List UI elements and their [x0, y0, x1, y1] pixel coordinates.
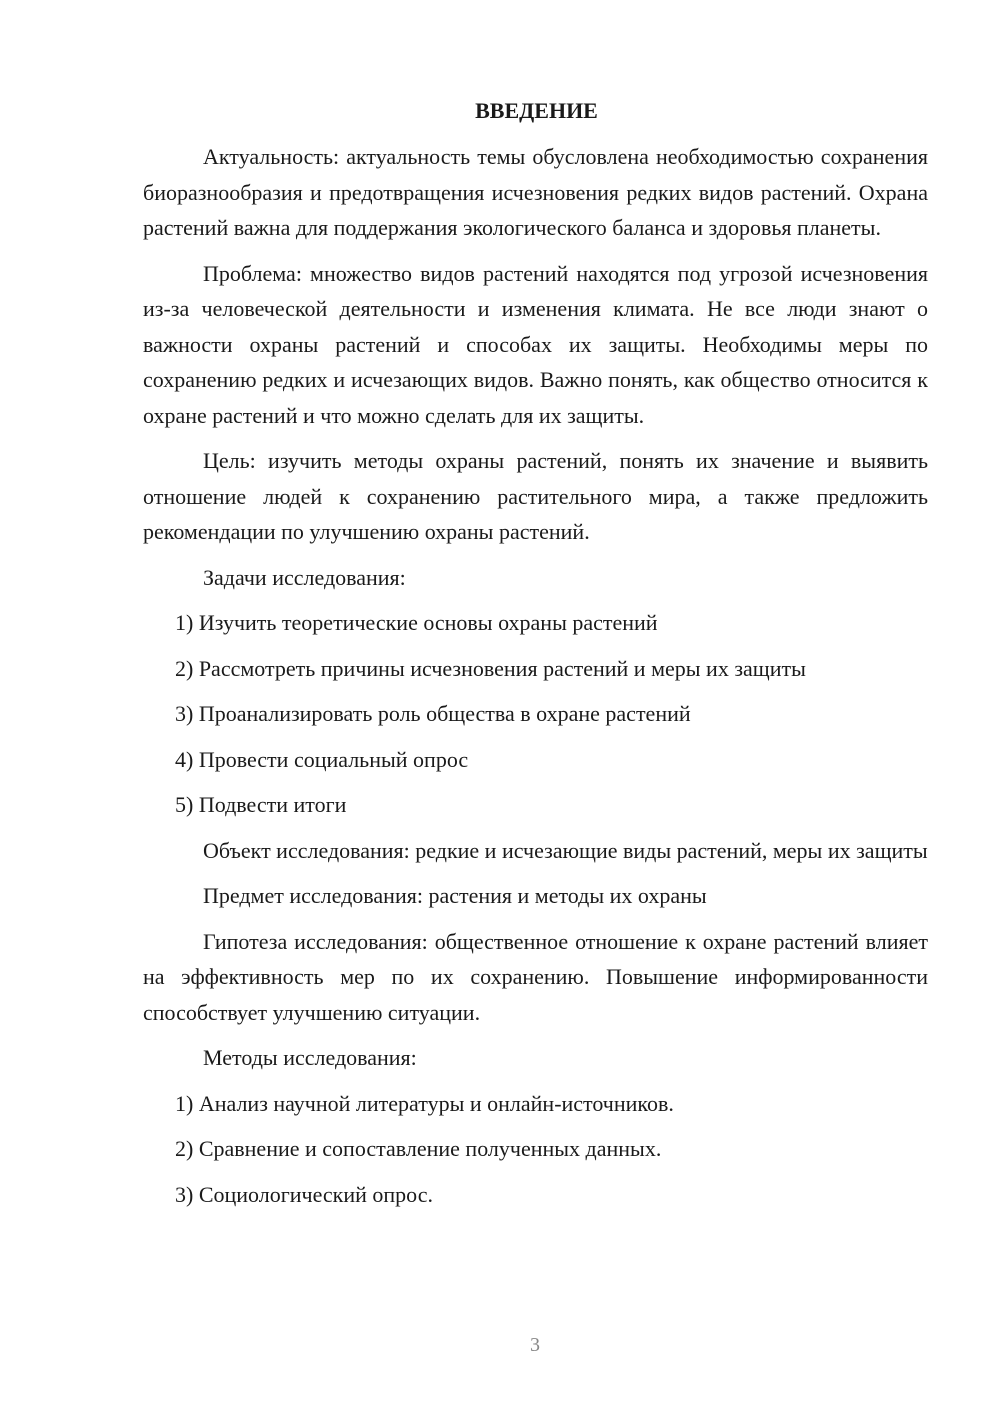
list-item: 3) Проанализировать роль общества в охране растений — [175, 701, 691, 726]
relevance-paragraph: Актуальность: актуальность темы обусловлена необходимостью сохранения биоразнообразия и предотвращения исчезновения редких видов растений. Охрана растений важна для поддержания экологического баланса и здоровья планеты. — [143, 144, 928, 240]
page-content — [143, 96, 928, 1222]
page-title: ВВЕДЕНИЕ — [475, 98, 598, 123]
page-number: 3 — [530, 1334, 540, 1356]
list-item: 1) Анализ научной литературы и онлайн-источников. — [175, 1090, 674, 1116]
list-item: 2) Сравнение и сопоставление полученных данных. — [175, 1136, 662, 1161]
list-item: 2) Рассмотреть причины исчезновения растений и меры их защиты — [175, 655, 806, 681]
list-item: 1) Изучить теоретические основы охраны растений — [175, 610, 658, 635]
list-item: 3) Социологический опрос. — [175, 1181, 433, 1207]
goal-paragraph: Цель: изучить методы охраны растений, понять их значение и выявить отношение людей к сохранению растительного мира, а также предложить рекомендации по улучшению охраны растений. — [143, 448, 928, 544]
list-item: 5) Подвести итоги — [175, 792, 347, 817]
problem-paragraph: Проблема: множество видов растений находятся под угрозой исчезновения из-за человеческой деятельности и изменения климата. Не все люди знают о важности охраны растений и способах их защиты. Необходимы меры по сохранению редких и исчезающих видов. Важно понять, как общество относится к охране растений и что можно сделать для их защиты. — [143, 260, 928, 428]
hypothesis-paragraph: Гипотеза исследования: общественное отношение к охране растений влияет на эффективность мер по их сохранению. Повышение информированности способствует улучшению ситуации. — [143, 928, 928, 1025]
tasks-title: Задачи исследования: — [203, 564, 406, 590]
methods-title: Методы исследования: — [203, 1045, 417, 1070]
list-item: 4) Провести социальный опрос — [175, 746, 469, 772]
object-paragraph: Объект исследования: редкие и исчезающие виды растений, меры их защиты — [203, 837, 928, 863]
subject-paragraph: Предмет исследования: растения и методы их охраны — [203, 883, 707, 908]
